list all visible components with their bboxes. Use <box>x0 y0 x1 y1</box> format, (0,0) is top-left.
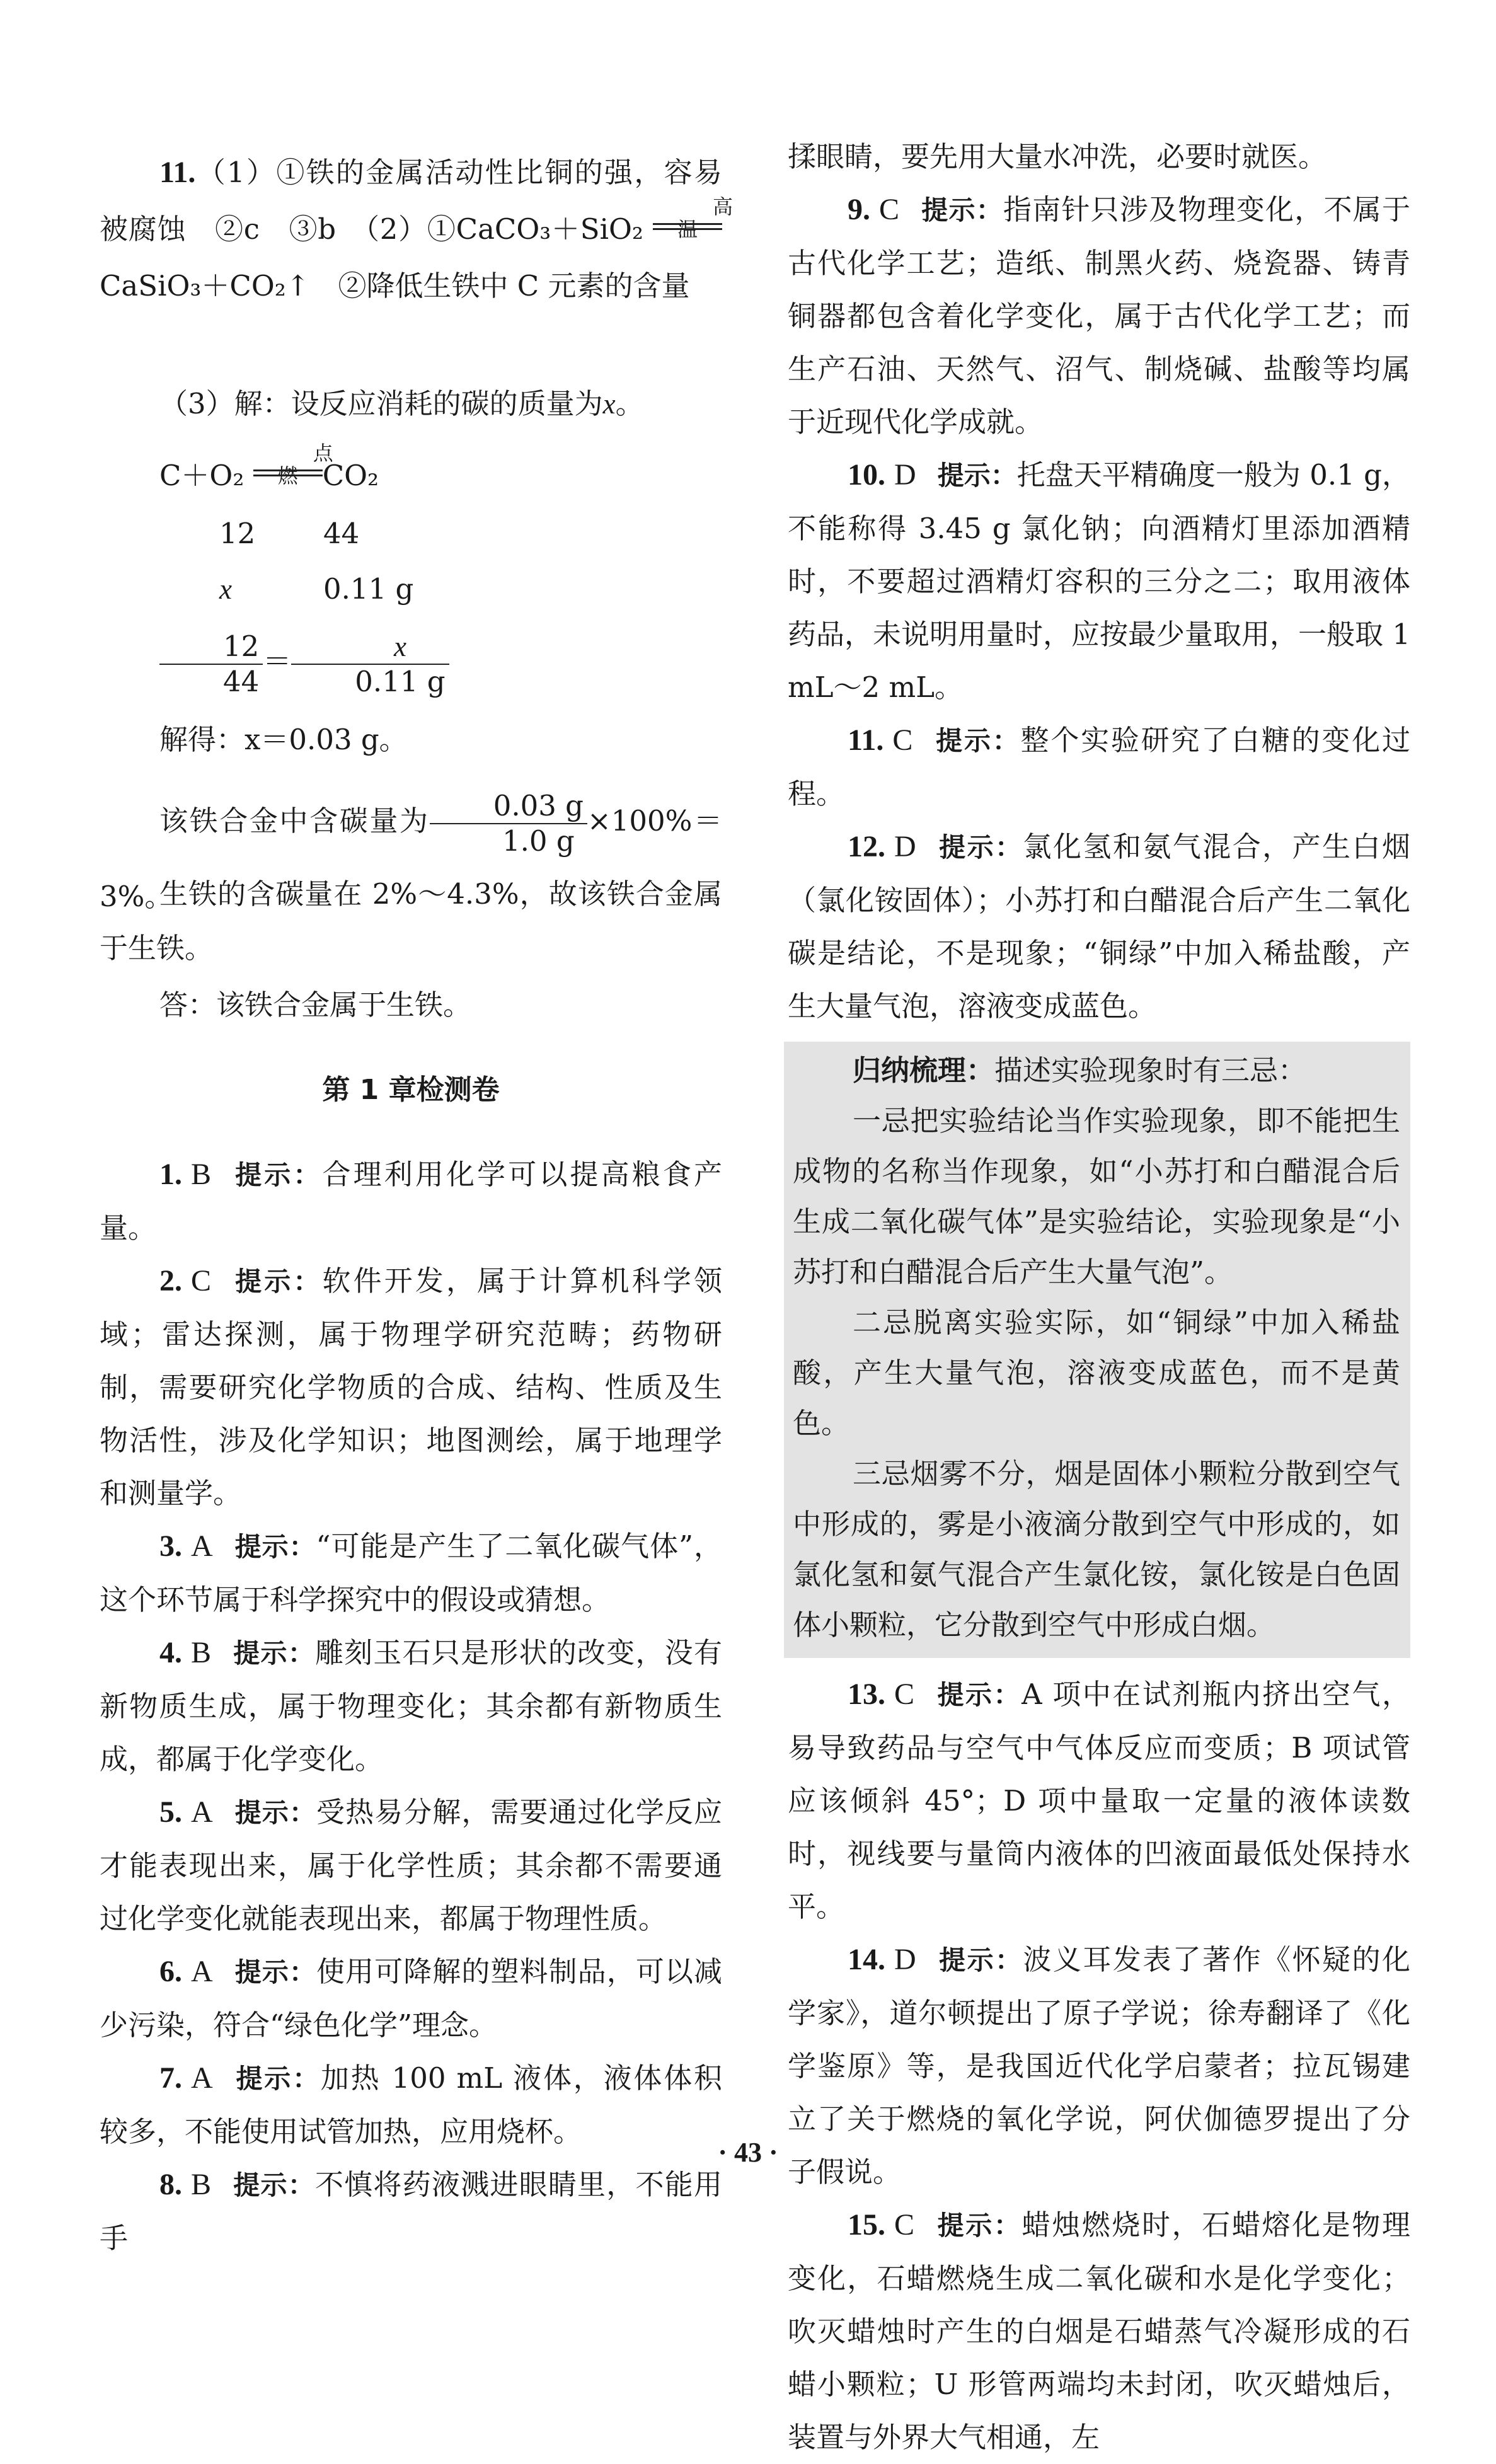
hint-label: 提示： <box>934 725 1021 756</box>
chapter-title: 第 1 章检测卷 <box>322 1074 500 1106</box>
summary-paragraph: 一忌把实验结论当作实验现象，即不能把生成物的名称当作现象，如“小苏打和白醋混合后生成二氧化碳气体”是实验结论，实验现象是“小苏打和白醋混合后产生大量气泡”。 <box>793 1104 1400 1289</box>
hint-label: 提示： <box>921 195 1003 226</box>
question-number: 2. <box>159 1264 182 1298</box>
hint-label: 提示： <box>234 1957 316 1988</box>
question-number: 11. <box>159 156 196 189</box>
hint-text: 整个实验研究了白糖的变化过程。 <box>788 723 1410 810</box>
answer-choice: A <box>191 1955 213 1988</box>
page-number: · 43 · <box>718 2137 778 2168</box>
answer-choice: B <box>191 1158 212 1191</box>
answer-item <box>788 2199 1410 2464</box>
answer-choice: C <box>879 193 900 226</box>
summary-heading: 归纳梳理：描述实验现象时有三忌： <box>853 1054 1307 1087</box>
answer-item <box>100 1255 722 1520</box>
answer-item <box>788 449 1410 714</box>
carbon-range-line: 生铁的含碳量在 2%～4.3%，故该铁合金属于生铁。 <box>100 877 722 965</box>
summary-box <box>784 1042 1410 1658</box>
hint-label: 提示： <box>233 2170 315 2201</box>
hint-text: 氯化氢和氨气混合，产生白烟（氯化铵固体）；小苏打和白醋混合后产生二氧化碳是结论，不是现象；“铜绿”中加入稀盐酸，产生大量气泡，溶液变成蓝色。 <box>788 830 1410 1023</box>
ratio-equation: $\frac{12}{44}$ ＝ $\frac{x}{0.11 g}$ <box>100 624 722 699</box>
answers-list-left <box>100 1148 722 2265</box>
reaction-condition-ignite: 点燃 <box>253 469 323 485</box>
answer-item <box>100 2158 722 2265</box>
answer-item <box>788 820 1410 1033</box>
final-answer: 答：该铁合金属于生铁。 <box>159 988 472 1022</box>
answer-item <box>100 1945 722 2052</box>
hint-label: 提示： <box>937 832 1023 863</box>
answer-choice: B <box>191 2168 212 2201</box>
hint-text: 指南针只涉及物理变化，不属于古代化学工艺；造纸、制黑火药、烧瓷器、铸青铜器都包含着化学变化，属于古代化学工艺；而生产石油、天然气、沼气、制烧碱、盐酸等均属于近现代化学成就。 <box>788 193 1410 439</box>
answer-item <box>788 1668 1410 1933</box>
answer-choice: A <box>191 1795 213 1829</box>
answer-choice: D <box>894 830 916 863</box>
question-number: 14. <box>848 1943 885 1976</box>
hint-text: 受热易分解，需要通过化学反应才能表现出来，属于化学性质；其余都不需要通过化学变化就能表现出来，都属于物理性质。 <box>100 1795 722 1935</box>
summary-paragraph: 二忌脱离实验实际，如“铜绿”中加入稀盐酸，产生大量气泡，溶液变成蓝色，而不是黄色。 <box>793 1306 1400 1440</box>
answer-choice: C <box>892 723 913 757</box>
q8-continuation: 揉眼睛，要先用大量水冲洗，必要时就医。 <box>788 140 1327 173</box>
answer-choice: C <box>894 2208 915 2242</box>
answer-item <box>788 183 1410 449</box>
hint-text: 波义耳发表了著作《怀疑的化学家》，道尔顿提出了原子学说；徐寿翻译了《化学鉴原》等，是我国近代化学启蒙者；拉瓦锡建立了关于燃烧的氧化学说，阿伏伽德罗提出了分子假说。 <box>788 1943 1410 2189</box>
carbon-content-line: 该铁合金中含碳量为 $\frac{0.03 g}{1.0 g}$ ×100%＝3%。 <box>100 788 722 913</box>
answer-choice: B <box>191 1636 212 1669</box>
answer-choice: D <box>894 1943 916 1976</box>
right-column <box>788 130 1410 2464</box>
question-number: 10. <box>848 458 885 492</box>
answer-choice: D <box>894 458 916 492</box>
answer-choice: A <box>191 1529 213 1563</box>
hint-text: 软件开发，属于计算机科学领域；雷达探测，属于物理学研究范畴；药物研制，需要研究化学物质的合成、结构、性质及生物活性，涉及化学知识；地图测绘，属于地理学和测量学。 <box>100 1264 722 1510</box>
question-number: 7. <box>159 2061 182 2095</box>
question-number: 9. <box>848 193 870 226</box>
hint-label: 提示： <box>936 1679 1022 1710</box>
question-number: 4. <box>159 1636 182 1669</box>
hint-text: A 项中在试剂瓶内挤出空气，易导致药品与空气中气体反应而变质；B 项试管应该倾斜 45°；D 项中量取一定量的液体读数时，视线要与量筒内液体的凹液面最低处保持水平。 <box>788 1678 1410 1923</box>
hint-label: 提示： <box>233 1638 315 1669</box>
answer-choice: C <box>191 1264 212 1298</box>
hint-text: 合理利用化学可以提高粮食产量。 <box>100 1158 722 1245</box>
answer-choice: A <box>191 2061 213 2095</box>
question-number: 11. <box>848 723 884 757</box>
answers-list-right-2 <box>788 1668 1410 2464</box>
hint-text: 加热 100 mL 液体，液体体积较多，不能使用试管加热，应用烧杯。 <box>100 2061 722 2148</box>
answer-item <box>100 1148 722 1255</box>
q11-solve-intro: （3）解：设反应消耗的碳的质量为x。 <box>159 387 644 420</box>
hint-text: 蜡烛燃烧时，石蜡熔化是物理变化，石蜡燃烧生成二氧化碳和水是化学变化；吹灭蜡烛时产生的白烟是石蜡蒸气冷凝形成的石蜡小颗粒；U 形管两端均未封闭，吹灭蜡烛后，装置与外界大气相通，左 <box>788 2208 1410 2454</box>
hint-label: 提示： <box>936 2210 1022 2241</box>
hint-text: 使用可降解的塑料制品，可以减少污染，符合“绿色化学”理念。 <box>100 1955 722 2042</box>
hint-label: 提示： <box>937 1945 1023 1976</box>
summary-paragraph: 三忌烟雾不分，烟是固体小颗粒分散到空气中形成的，雾是小液滴分散到空气中形成的，如氯化氢和氨气混合产生氯化铵，氯化铵是白色固体小颗粒，它分散到空气中形成白烟。 <box>793 1457 1400 1642</box>
hint-text: 托盘天平精确度一般为 0.1 g，不能称得 3.45 g 氯化钠；向酒精灯里添加酒精时，不要超过酒精灯容积的三分之二；取用液体药品，未说明用量时，应按最少量取用，一般取 1 mL～2 mL。 <box>788 458 1410 704</box>
hint-label: 提示： <box>234 1531 316 1562</box>
question-number: 6. <box>159 1955 182 1988</box>
question-number: 1. <box>159 1158 182 1191</box>
hint-text: 不慎将药液溅进眼睛里，不能用手 <box>100 2168 722 2255</box>
question-number: 5. <box>159 1795 182 1829</box>
mass-row: x 0.11 g <box>219 572 414 606</box>
answer-item <box>788 714 1410 820</box>
question-number: 13. <box>848 1678 885 1711</box>
reaction-condition-high-temp: 高温 <box>653 223 722 239</box>
question-number: 8. <box>159 2168 182 2201</box>
combustion-equation: C＋O₂ 点燃 CO₂ <box>159 441 379 492</box>
hint-text: “可能是产生了二氧化碳气体”，这个环节属于科学探究中的假设或猜想。 <box>100 1529 722 1616</box>
left-column <box>100 0 734 2255</box>
hint-label: 提示： <box>937 460 1017 491</box>
molar-mass-row: 12 44 <box>219 517 360 550</box>
answer-choice: C <box>894 1678 915 1711</box>
answers-list-right <box>788 183 1410 1033</box>
hint-label: 提示： <box>234 2063 321 2094</box>
answer-item <box>100 1626 722 1786</box>
question-number: 12. <box>848 830 885 863</box>
question-number: 3. <box>159 1529 182 1563</box>
answer-item <box>100 1520 722 1626</box>
question-number: 15. <box>848 2208 885 2242</box>
hint-text: 雕刻玉石只是形状的改变，没有新物质生成，属于物理变化；其余都有新物质生成，都属于化学变化。 <box>100 1636 722 1776</box>
hint-label: 提示： <box>234 1797 316 1828</box>
answer-item <box>100 1786 722 1945</box>
q11-answer-part1-2: 11.（1）①铁的金属活动性比铜的强，容易被腐蚀 ②c ③b （2）①CaCO₃＋SiO₂ 高温 CaSiO₃＋CO₂↑ ②降低生铁中 C 元素的含量 <box>100 156 734 302</box>
result-line: 解得：x＝0.03 g。 <box>159 723 408 756</box>
hint-label: 提示： <box>233 1160 323 1190</box>
hint-label: 提示： <box>233 1266 323 1297</box>
